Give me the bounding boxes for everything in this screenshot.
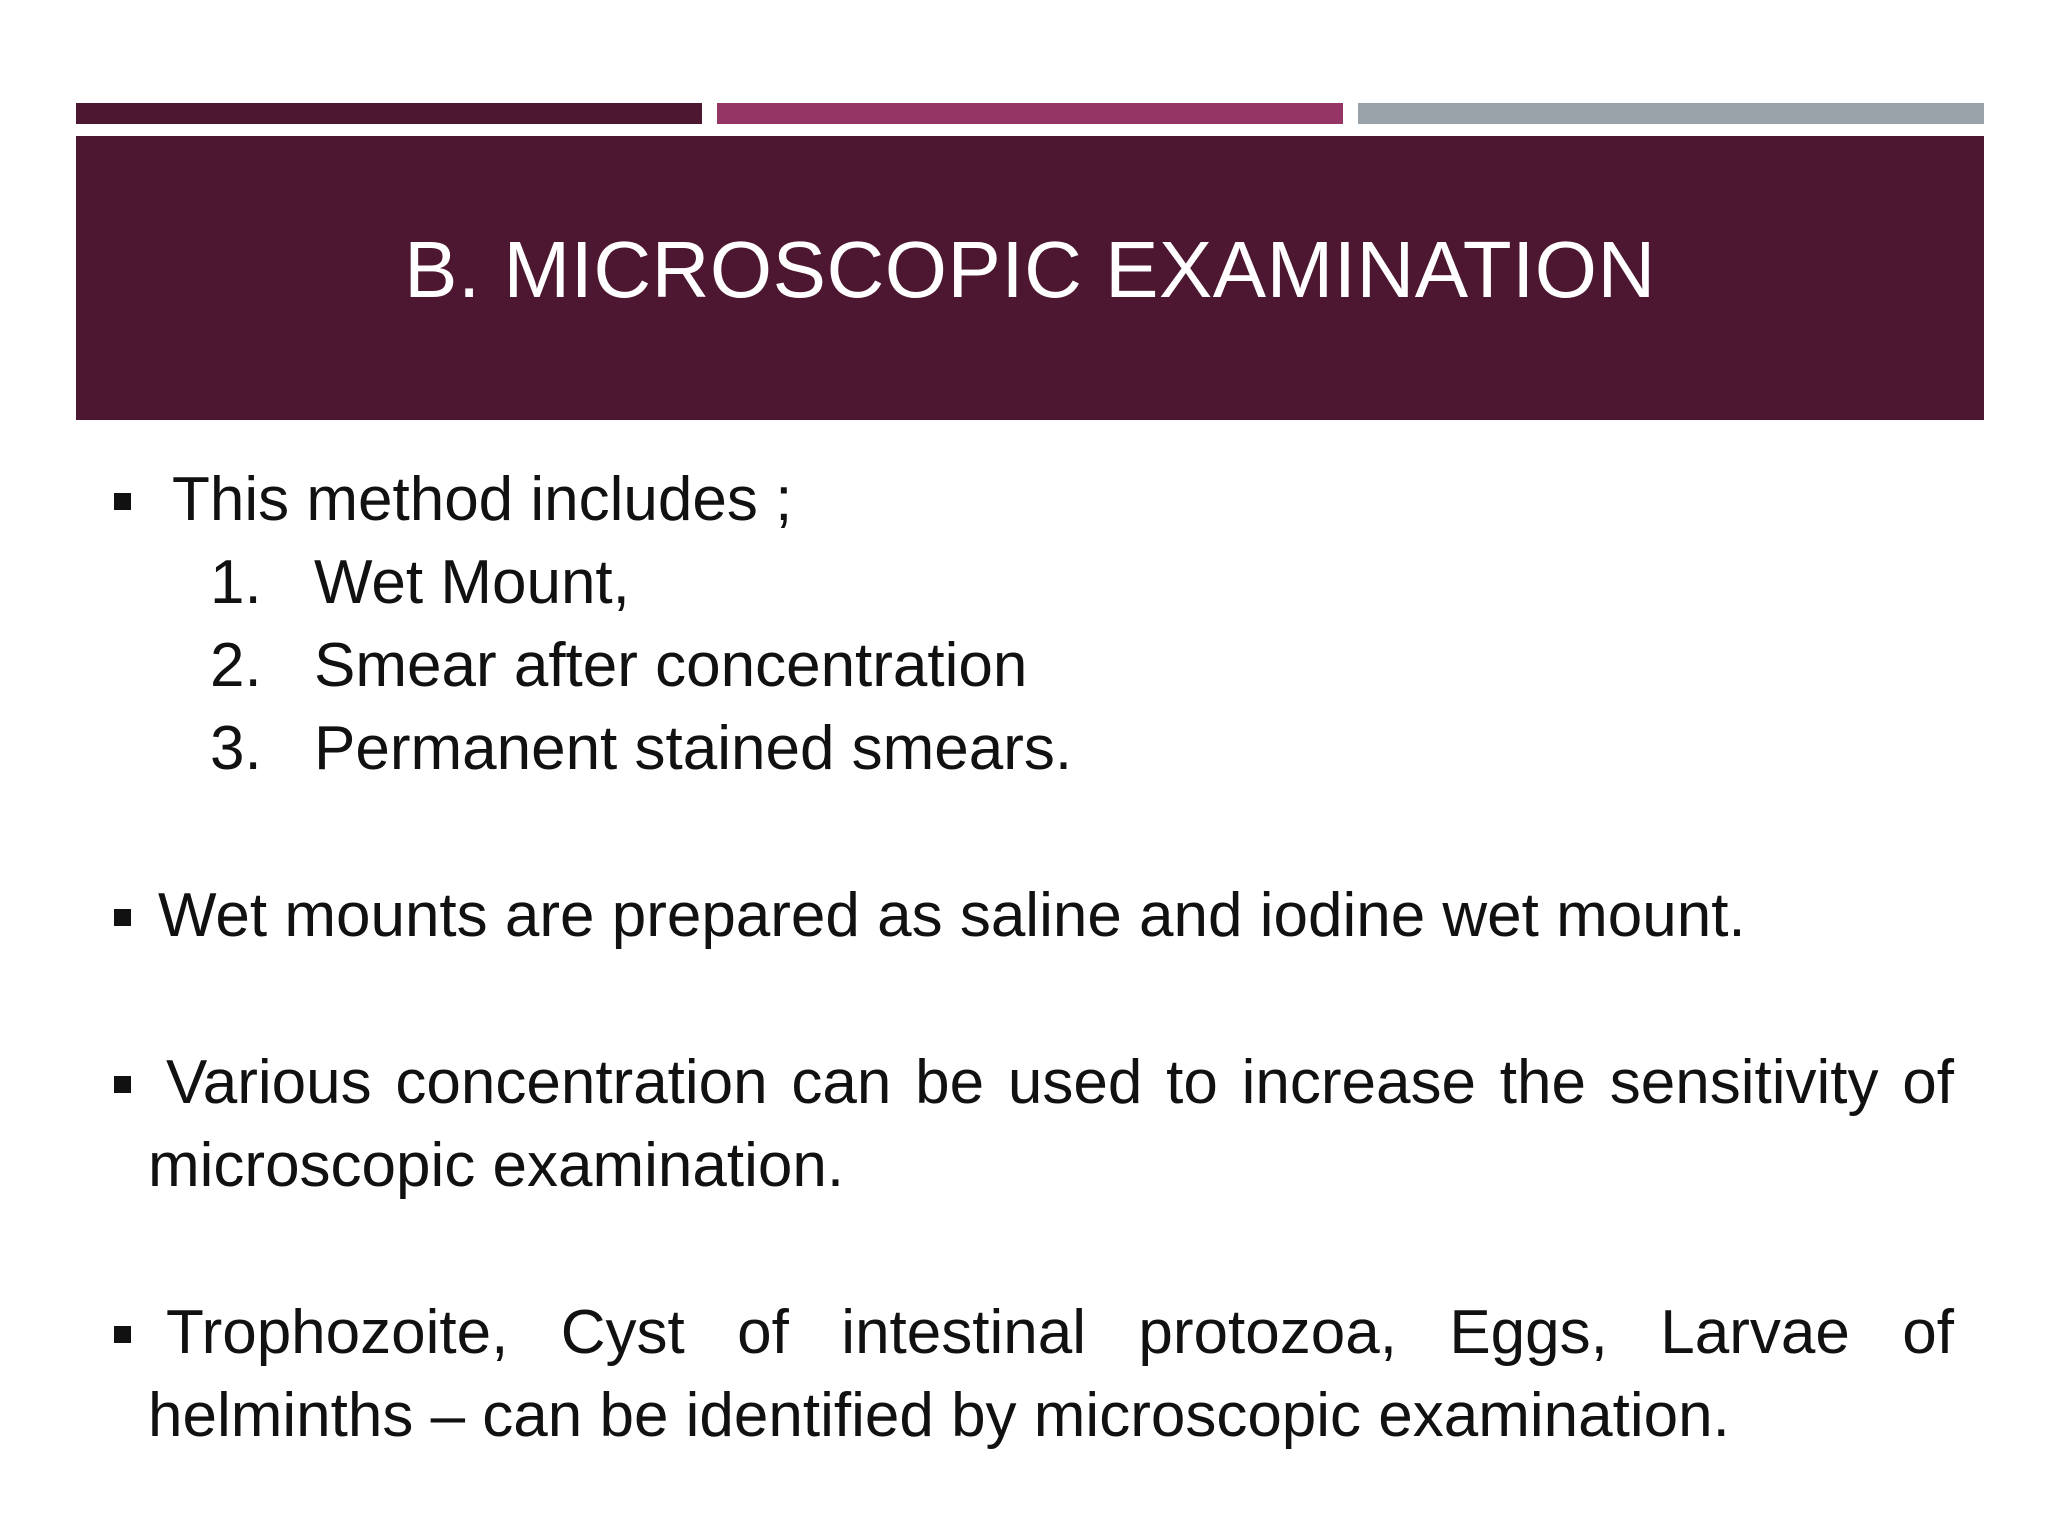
accent-bar-dark [76, 103, 702, 124]
list-item [110, 624, 1940, 707]
bullet-text: This method includes ; [172, 465, 793, 534]
square-bullet-icon [114, 493, 131, 510]
list-number: 1. [210, 548, 262, 617]
title-band [76, 136, 1984, 420]
list-number: 3. [210, 714, 262, 783]
slide-content [110, 458, 1954, 1457]
list-item-text: Wet Mount, [314, 548, 630, 617]
bullet-text: Trophozoite, Cyst of intestinal protozoa, Eggs, Larvae of helminths – can be identified by microscopic examination. [148, 1298, 1954, 1450]
bullet-identification [110, 1291, 1954, 1457]
slide-title: B. MICROSCOPIC EXAMINATION [404, 225, 1656, 314]
list-number: 2. [210, 631, 262, 700]
bullet-text: Wet mounts are prepared as saline and iodine wet mount. [158, 881, 1746, 950]
square-bullet-icon [114, 909, 131, 926]
list-item-text: Permanent stained smears. [314, 714, 1073, 783]
bullet-method-includes [110, 458, 1940, 541]
method-list [110, 541, 1940, 790]
square-bullet-icon [114, 1326, 131, 1343]
accent-bar-magenta [717, 103, 1343, 124]
bullet-wet-mounts [110, 874, 1940, 957]
square-bullet-icon [114, 1076, 131, 1093]
list-item-text: Smear after concentration [314, 631, 1028, 700]
list-item [110, 707, 1940, 790]
accent-bar-gray [1358, 103, 1984, 124]
bullet-text: Various concentration can be used to increase the sensitivity of microscopic examination. [148, 1048, 1954, 1200]
list-item [110, 541, 1940, 624]
bullet-concentration [110, 1041, 1954, 1207]
